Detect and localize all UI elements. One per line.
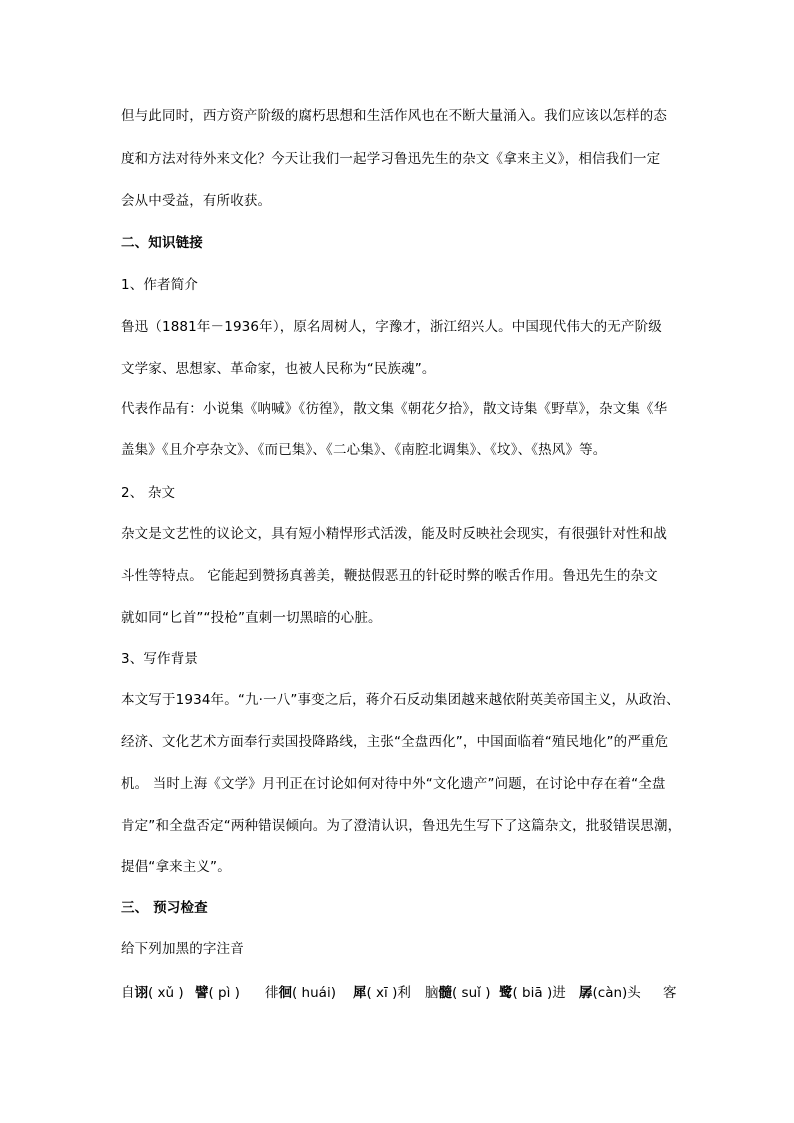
subsection-heading: 2、 杂文	[121, 485, 176, 501]
section-heading: 二、知识链接	[121, 235, 203, 251]
pinyin-exercise-row	[121, 981, 681, 1001]
paragraph-line: 文学家、思想家、革命家，也被人民称为“民族魂”。	[121, 361, 436, 377]
paragraph-line: 鲁迅（1881年－1936年），原名周树人，字豫才，浙江绍兴人。中国现代伟大的无产阶级	[121, 319, 662, 335]
pinyin-item: 客	[663, 985, 677, 1001]
pinyin-item: 犀( xī )利	[353, 985, 411, 1001]
paragraph-line: 经济、文化艺术方面奉行卖国投降路线，主张“全盘西化”，中国面临着“殖民地化”的严重危	[121, 734, 669, 750]
paragraph-line: 本文写于1934年。“九·一八”事变之后，蒋介石反动集团越来越依附英美帝国主义，从政治、	[121, 692, 680, 708]
subsection-heading: 3、写作背景	[121, 651, 198, 667]
instruction-line: 给下列加黑的字注音	[121, 941, 244, 957]
paragraph-line: 会从中受益，有所收获。	[121, 193, 272, 209]
paragraph-line: 就如同“匕首”“投枪”直刺一切黑暗的心脏。	[121, 610, 382, 626]
paragraph-line: 提倡“拿来主义”。	[121, 859, 231, 875]
subsection-heading: 1、作者简介	[121, 277, 198, 293]
pinyin-item: 鹭( biā )进	[499, 985, 566, 1001]
pinyin-item: 自诩( xǔ )	[121, 985, 184, 1001]
paragraph-line: 肯定”和全盘否定“两种错误倾向。为了澄清认识，鲁迅先生写下了这篇杂文，批驳错误思潮，	[121, 818, 682, 834]
pinyin-item: 孱(càn)头	[579, 985, 641, 1001]
paragraph-line: 但与此同时，西方资产阶级的腐朽思想和生活作风也在不断大量涌入。我们应该以怎样的态	[121, 108, 667, 124]
paragraph-line: 代表作品有：小说集《呐喊》《彷徨》，散文集《朝花夕拾》，散文诗集《野草》，杂文集《华	[121, 401, 668, 417]
paragraph-line: 斗性等特点。 它能起到赞扬真善美，鞭挞假恶丑的针砭时弊的喉舌作用。鲁迅先生的杂文	[121, 568, 658, 584]
pinyin-item: 譬( pì )	[195, 985, 240, 1001]
paragraph-line: 机。 当时上海《文学》月刊正在讨论如何对待中外“文化遗产”问题，在讨论中存在着“全盘	[121, 776, 666, 792]
paragraph-line: 盖集》《且介亭杂文》、《而已集》、《二心集》、《南腔北调集》、《坟》、《热风》等。	[121, 442, 607, 458]
pinyin-item: 脑髓( suǐ )	[425, 985, 491, 1001]
section-heading: 三、 预习检查	[121, 900, 208, 916]
pinyin-item: 徘徊( huái)	[265, 985, 336, 1001]
paragraph-line: 杂文是文艺性的议论文，具有短小精悍形式活泼，能及时反映社会现实，有很强针对性和战	[121, 526, 667, 542]
paragraph-line: 度和方法对待外来文化？今天让我们一起学习鲁迅先生的杂文《拿来主义》，相信我们一定	[121, 151, 661, 167]
